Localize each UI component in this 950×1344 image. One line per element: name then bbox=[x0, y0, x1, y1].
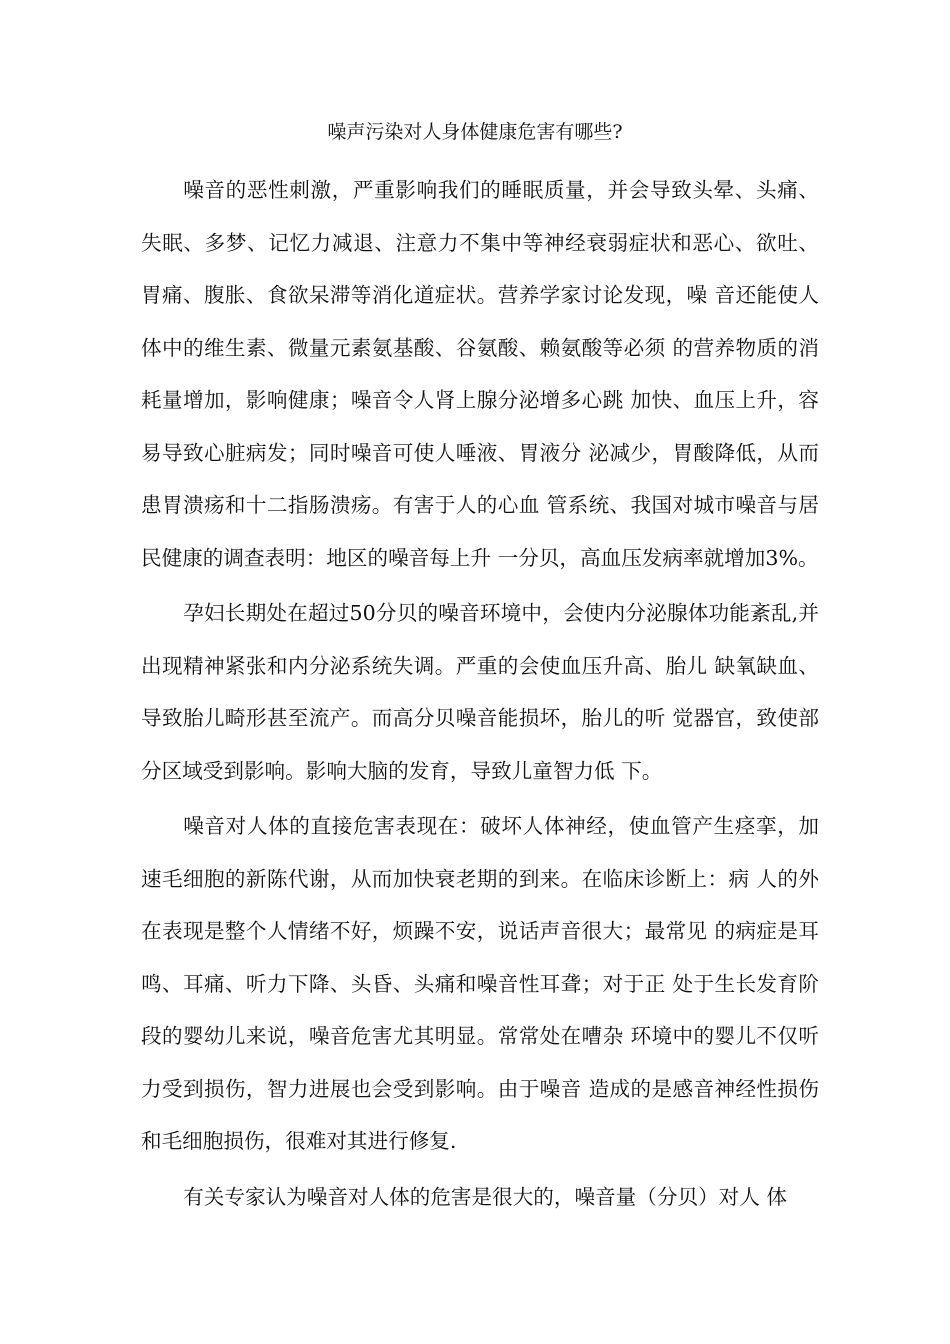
paragraph-4: 有关专家认为噪音对人体的危害是很大的，噪音量（分贝）对人 体 bbox=[183, 1184, 787, 1209]
paragraph-2: 孕妇长期处在超过50分贝的噪音环境中，会使内分泌腺体功能紊乱,并出现精神紧张和内分泌系统失调。严重的会使血压升高、胎儿 缺氧缺血、导致胎儿畸形甚至流产。而高分贝噪音能损坏，胎儿的听 觉器官，致使部分区域受到影响。影响大脑的发育，导致儿童智力低 下。 bbox=[141, 601, 819, 783]
document-body bbox=[141, 164, 819, 1223]
paragraph-3: 噪音对人体的直接危害表现在：破坏人体神经，使血管产生痉挛，加速毛细胞的新陈代谢，从而加快衰老期的到来。在临床诊断上：病 人的外在表现是整个人情绪不好，烦躁不安，说话声音很大；最常见 的病症是耳鸣、耳痛、听力下降、头昏、头痛和噪音性耳聋；对于正 处于生长发育阶段的婴幼儿来说，噪音危害尤其明显。常常处在嘈杂 环境中的婴儿不仅听力受到损伤，智力进展也会受到影响。由于噪音 造成的是感音神经性损伤和毛细胞损伤，很难对其进行修复. bbox=[141, 814, 819, 1153]
paragraph-1: 噪音的恶性刺激，严重影响我们的睡眠质量，并会导致头晕、头痛、失眠、多梦、记忆力减退、注意力不集中等神经衰弱症状和恶心、欲吐、胃痛、腹胀、食欲呆滞等消化道症状。营养学家讨论发现，噪 音还能使人体中的维生素、微量元素氨基酸、谷氨酸、赖氨酸等必须 的营养物质的消耗量增加，影响健康；噪音令人肾上腺分泌增多心跳 加快、血压上升，容易导致心脏病发；同时噪音可使人唾液、胃液分 泌减少，胃酸降低，从而患胃溃疡和十二指肠溃疡。有害于人的心血 管系统、我国对城市噪音与居民健康的调查表明：地区的噪音每上升 一分贝，高血压发病率就增加3%。 bbox=[141, 178, 819, 570]
document-title: 噪声污染对人身体健康危害有哪些? bbox=[327, 121, 623, 143]
